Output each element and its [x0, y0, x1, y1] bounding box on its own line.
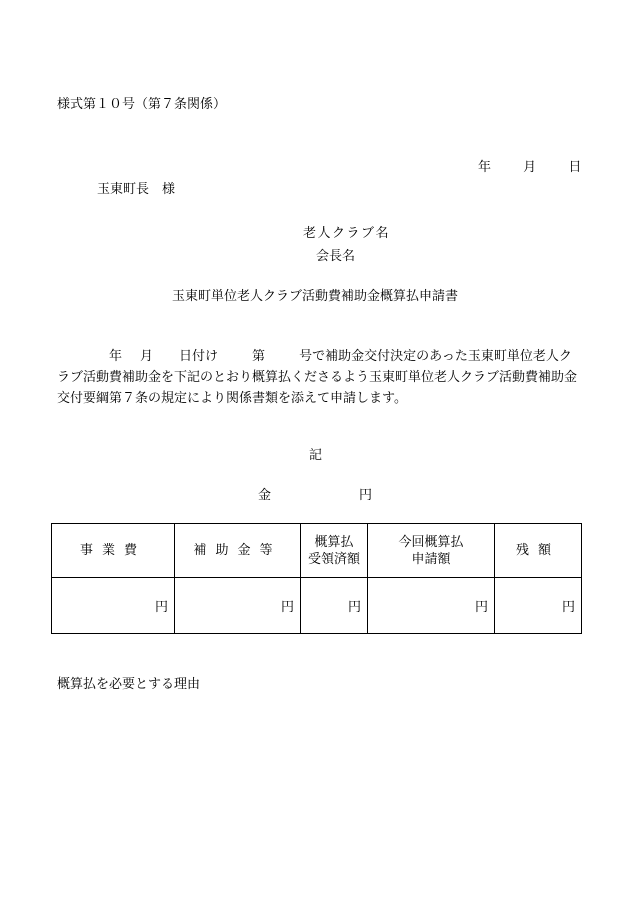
body-dated-label: 日付け	[179, 349, 219, 364]
header-project-cost: 事業費	[52, 524, 175, 578]
cell-current-request[interactable]: 円	[368, 578, 495, 634]
date-year-label: 年	[478, 160, 492, 175]
header-current-request: 今回概算払 申請額	[368, 524, 495, 578]
date-line	[478, 161, 581, 174]
amount-label: 金	[258, 488, 272, 503]
cell-project-cost[interactable]: 円	[52, 578, 175, 634]
amount-unit: 円	[359, 488, 373, 503]
addressee: 玉東町長 様	[97, 182, 176, 197]
header-subsidy: 補助金等	[175, 524, 301, 578]
header-received: 概算払 受領済額	[301, 524, 368, 578]
table-row	[52, 578, 582, 634]
body-paragraph	[57, 346, 582, 409]
header-balance: 残額	[495, 524, 582, 578]
cell-subsidy[interactable]: 円	[175, 578, 301, 634]
table-header-row	[52, 524, 582, 578]
document-title: 玉東町単位老人クラブ活動費補助金概算払申請書	[171, 289, 458, 304]
body-year-label: 年	[109, 349, 123, 364]
reason-label: 概算払を必要とする理由	[57, 677, 201, 692]
date-month-label: 月	[523, 160, 537, 175]
form-number: 様式第１０号（第７条関係）	[57, 97, 227, 112]
amount-table	[51, 523, 582, 634]
body-text: 号で補助金交付決定のあった玉東町単位老人クラブ活動費補助金を下記のとおり概算払くださるよう玉東町単位老人クラブ活動費補助金交付要綱第７条の規定により関係書類を添えて申請します。	[57, 349, 578, 406]
amount-line	[258, 489, 372, 502]
chairperson-label: 会長名	[316, 249, 356, 264]
cell-balance[interactable]: 円	[495, 578, 582, 634]
body-number-prefix: 第	[252, 349, 266, 364]
cell-received[interactable]: 円	[301, 578, 368, 634]
body-month-label: 月	[140, 349, 154, 364]
ki-heading: 記	[309, 448, 323, 463]
date-day-label: 日	[568, 160, 582, 175]
club-name-label: 老人クラブ名	[303, 226, 391, 241]
